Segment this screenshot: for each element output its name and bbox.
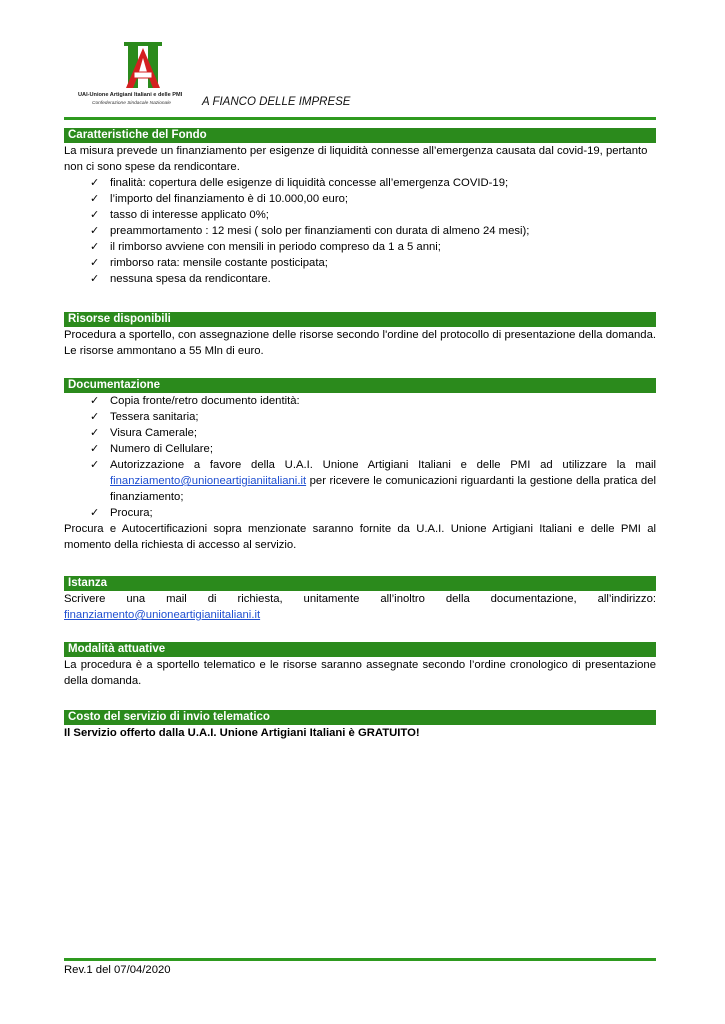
check-icon: ✓: [90, 411, 100, 423]
email-link[interactable]: finanziamento@unioneartigianiitaliani.it: [110, 475, 307, 487]
document-page: [64, 0, 656, 1024]
list-item: ✓ Copia fronte/retro documento identità:: [90, 395, 300, 407]
section-title: Caratteristiche del Fondo: [64, 128, 656, 143]
section-text: Procedura a sportello, con assegnazione delle risorse secondo l'ordine del protocollo di presentazione della domanda. Le risorse ammontano a 55 Mln di euro.: [64, 329, 656, 357]
check-icon: ✓: [90, 209, 100, 221]
section-title: Documentazione: [64, 378, 656, 393]
section-documentazione: [64, 378, 656, 553]
list-item: ✓ Tessera sanitaria;: [90, 411, 199, 423]
check-icon: ✓: [90, 443, 100, 455]
section-intro: La misura prevede un finanziamento per esigenze di liquidità connesse all’emergenza causata dal covid-19, pertanto non ci sono spese da rendicontare.: [64, 145, 648, 173]
email-link[interactable]: finanziamento@unioneartigianiitaliani.it: [64, 609, 261, 621]
revision-label: Rev.1 del 07/04/2020: [64, 964, 171, 976]
section-istanza: [64, 576, 656, 623]
list-item: ✓ Visura Camerale;: [90, 427, 198, 439]
list-item: ✓ preammortamento : 12 mesi ( solo per finanziamenti con durata di almeno 24 mesi);: [90, 225, 530, 237]
section-text: Scrivere una mail di richiesta, unitamente all’inoltro della documentazione, all’indirizzo:: [64, 593, 656, 605]
check-icon: ✓: [90, 241, 100, 253]
features-list: [64, 175, 656, 287]
list-item: ✓ rimborso rata: mensile costante posticipata;: [90, 257, 328, 269]
list-item: ✓ Procura;: [90, 507, 153, 519]
check-icon: ✓: [90, 507, 100, 519]
check-icon: ✓: [90, 257, 100, 269]
check-icon: ✓: [90, 427, 100, 439]
list-item: ✓ il rimborso avviene con mensili in periodo compreso da 1 a 5 anni;: [90, 241, 441, 253]
section-title: Istanza: [64, 576, 656, 591]
section-costo: [64, 710, 656, 741]
page-header: [64, 40, 656, 110]
list-item: ✓ finalità: copertura delle esigenze di liquidità concesse all’emergenza COVID-19;: [90, 177, 509, 189]
list-item: ✓ Numero di Cellulare;: [90, 443, 213, 455]
check-icon: ✓: [90, 395, 100, 407]
check-icon: ✓: [90, 177, 100, 189]
list-item: ✓ nessuna spesa da rendicontare.: [90, 273, 271, 285]
section-text: Il Servizio offerto dalla U.A.I. Unione Artigiani Italiani è GRATUITO!: [64, 727, 420, 739]
section-text: La procedura è a sportello telematico e le risorse saranno assegnate secondo l’ordine cronologico di presentazione della domanda.: [64, 659, 656, 687]
header-tagline: A FIANCO DELLE IMPRESE: [202, 96, 351, 108]
section-title: Costo del servizio di invio telematico: [64, 710, 656, 725]
section-modalita: [64, 642, 656, 689]
section-note: Procura e Autocertificazioni sopra menzionate saranno fornite da U.A.I. Unione Artigiani Italiani e delle PMI al momento della richiesta di accesso al servizio.: [64, 523, 656, 551]
logo-name: UAI-Unione Artigiani Italiani e delle PMI: [78, 92, 183, 98]
section-title: Risorse disponibili: [64, 312, 656, 327]
list-item: ✓ Autorizzazione a favore della U.A.I. Unione Artigiani Italiani e delle PMI ad utilizzare la mail finanziamento@unioneartigianiitaliani.it per ricevere le comunicazioni riguardanti la gestione della pratica del finanziamento;: [90, 459, 656, 503]
check-icon: ✓: [90, 459, 100, 471]
check-icon: ✓: [90, 273, 100, 285]
check-icon: ✓: [90, 225, 100, 237]
section-title: Modalità attuative: [64, 642, 656, 657]
documents-list: [64, 393, 656, 521]
section-caratteristiche: [64, 128, 656, 287]
section-risorse: [64, 312, 656, 359]
logo-subtitle: Confederazione Sindacale Nazionale: [92, 101, 171, 106]
check-icon: ✓: [90, 193, 100, 205]
list-item: ✓ tasso di interesse applicato 0%;: [90, 209, 269, 221]
uai-logo: [76, 40, 196, 108]
footer-divider: [64, 958, 656, 961]
header-divider: [64, 117, 656, 120]
list-item: ✓ l’importo del finanziamento è di 10.000,00 euro;: [90, 193, 349, 205]
